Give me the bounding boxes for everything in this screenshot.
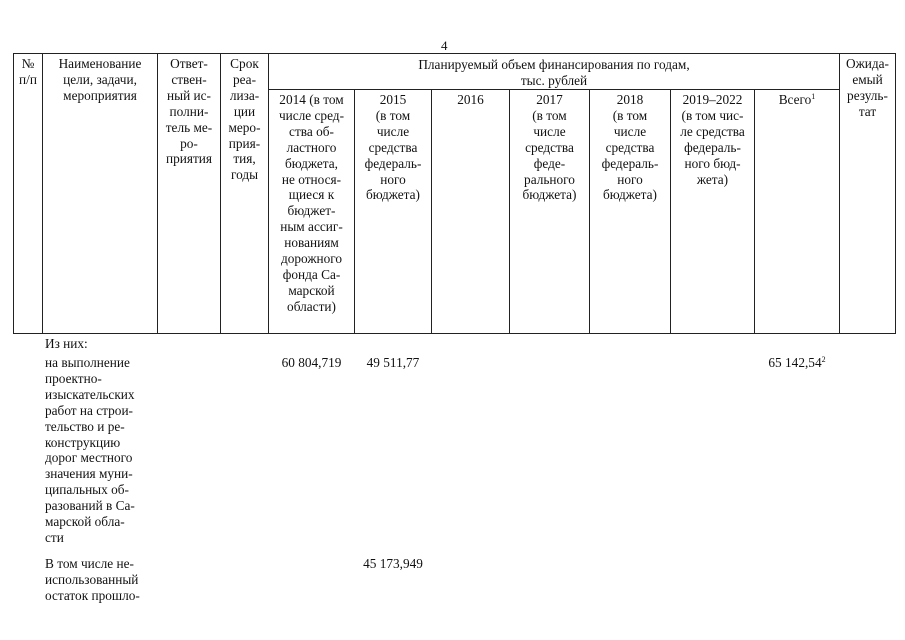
header-bottom-border xyxy=(13,333,896,334)
header-2017: 2017 (в том числе средства феде- рального бюджета) xyxy=(522,92,577,203)
header-name: Наименование цели, задачи, мероприятия xyxy=(58,56,142,103)
table-right-border xyxy=(895,53,896,334)
header-term: Срок реа- лиза- ции меро- прия- тия, годы xyxy=(228,56,261,183)
table-top-border xyxy=(13,53,896,54)
row-design-works-total: 65 142,54$^2$ xyxy=(768,355,826,370)
footnote-mark-2: 2 xyxy=(821,355,826,364)
row-unused-balance-name: В том числе не- использованный остаток прошло- xyxy=(45,556,140,603)
col-divider-2019 xyxy=(754,89,755,334)
header-total: Всего$^1$ xyxy=(778,92,816,107)
header-num: № п/п xyxy=(19,56,37,87)
row-design-works-2014: 60 804,719 xyxy=(281,355,342,370)
row-design-works-2015: 49 511,77 xyxy=(366,355,420,370)
row-of-them-label: Из них: xyxy=(45,336,88,351)
header-2018: 2018 (в том числе средства федераль- ного бюджета) xyxy=(601,92,659,203)
header-2016: 2016 xyxy=(457,92,484,107)
header-2015: 2015 (в том числе средства федераль- ного бюджета) xyxy=(364,92,422,203)
row-design-works-name: на выполнение проектно- изыскательских работ на строи- тельство и ре- конструкцию дорог местного значения муни- ципальных об- разований в Са- марской обла- сти xyxy=(45,355,135,545)
header-expected-result: Ожида- емый резуль- тат xyxy=(845,56,889,119)
footnote-mark-1: 1 xyxy=(811,92,816,101)
col-divider-2015 xyxy=(431,89,432,334)
table-left-border xyxy=(13,53,14,334)
header-2014: 2014 (в том числе сред- ства об- ластного бюджета, не относя- щиеся к бюджет- ным ассиг- нованиям дорожного фонда Са- марской области) xyxy=(278,92,345,314)
row-unused-balance-2015: 45 173,949 xyxy=(363,556,423,571)
page-number: 4 xyxy=(441,38,448,53)
header-planned-financing: Планируемый объем финансирования по годам, тыс. рублей xyxy=(418,57,690,88)
header-2019-2022: 2019–2022 (в том чис- ле средства федераль- ного бюд- жета) xyxy=(680,92,745,187)
header-responsible: Ответ- ствен- ный ис- полни- тель ме- ро- приятия xyxy=(165,56,213,167)
